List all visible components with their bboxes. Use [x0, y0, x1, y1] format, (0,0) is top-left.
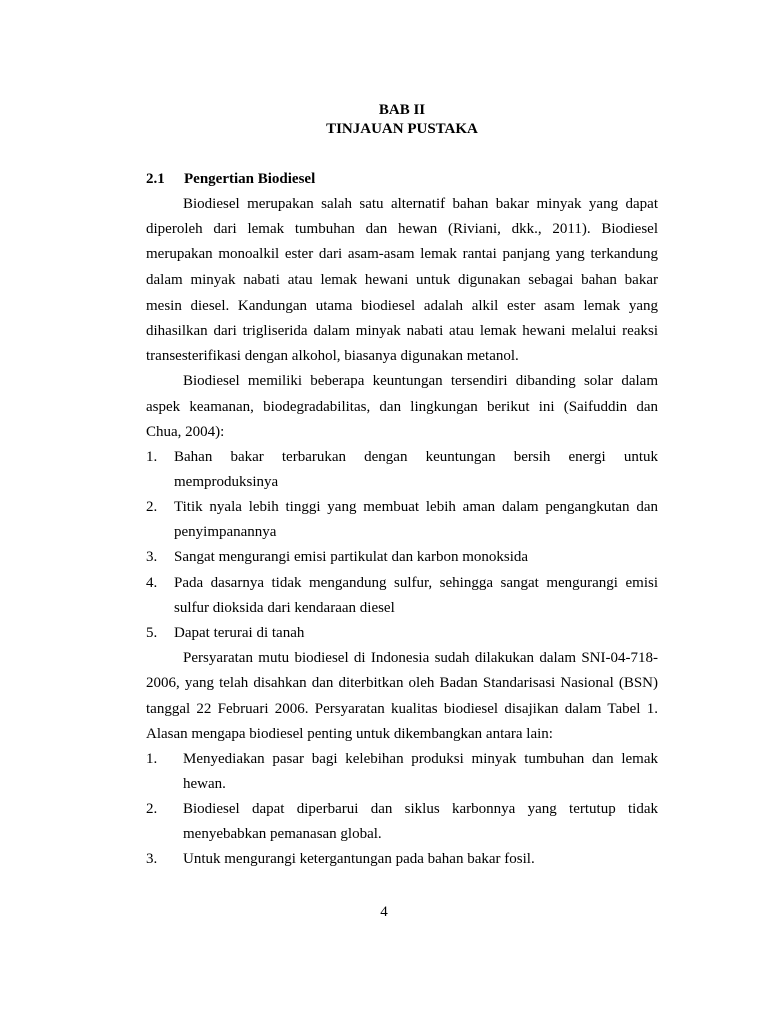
paragraph-line: diperoleh dari lemak tumbuhan dan hewan (Riviani, dkk., 2011). Biodiesel: [146, 221, 658, 237]
list-item-text: Bahan bakar terbarukan dengan keuntungan bersih energi untuk: [174, 449, 658, 465]
list-item-number: 2.: [146, 499, 158, 515]
list-item-number: 5.: [146, 625, 158, 641]
list-item-number: 3.: [146, 549, 158, 565]
paragraph-line: transesterifikasi dengan alkohol, biasanya digunakan metanol.: [146, 348, 519, 364]
list-item-text: sulfur dioksida dari kendaraan diesel: [174, 600, 395, 616]
list-item-text: Untuk mengurangi ketergantungan pada bahan bakar fosil.: [183, 851, 535, 867]
list-item-text: Biodiesel dapat diperbarui dan siklus karbonnya yang tertutup tidak: [183, 801, 658, 817]
list-item-number: 4.: [146, 575, 158, 591]
paragraph-line: tanggal 22 Februari 2006. Persyaratan kualitas biodiesel disajikan dalam Tabel 1.: [146, 701, 658, 717]
paragraph-line: Persyaratan mutu biodiesel di Indonesia sudah dilakukan dalam SNI-04-718-: [183, 650, 658, 666]
paragraph-line: Biodiesel memiliki beberapa keuntungan tersendiri dibanding solar dalam: [183, 373, 658, 389]
list-item-text: hewan.: [183, 776, 226, 792]
list-item-number: 3.: [146, 851, 158, 867]
chapter-number: BAB II: [378, 102, 426, 118]
section-number: 2.1: [146, 171, 165, 187]
list-item-number: 1.: [146, 449, 158, 465]
list-item-text: Menyediakan pasar bagi kelebihan produksi minyak tumbuhan dan lemak: [183, 751, 658, 767]
list-item-number: 2.: [146, 801, 158, 817]
list-item-text: Dapat terurai di tanah: [174, 625, 305, 641]
list-item-number: 1.: [146, 751, 158, 767]
paragraph-line: dihasilkan dari trigliserida dalam minyak nabati atau lemak hewani melalui reaksi: [146, 323, 658, 339]
paragraph-line: merupakan monoalkil ester dari asam-asam lemak rantai panjang yang terkandung: [146, 246, 658, 262]
chapter-title: TINJAUAN PUSTAKA: [326, 121, 478, 137]
list-item-text: Sangat mengurangi emisi partikulat dan karbon monoksida: [174, 549, 529, 565]
list-item-text: penyimpanannya: [174, 524, 277, 540]
section-heading: [146, 170, 658, 188]
paragraph-line: Chua, 2004):: [146, 424, 225, 440]
list-item-text: menyebabkan pemanasan global.: [183, 826, 382, 842]
paragraph-line: aspek keamanan, biodegradabilitas, dan lingkungan berikut ini (Saifuddin dan: [146, 399, 658, 415]
paragraph-line: 2006, yang telah disahkan dan diterbitkan oleh Badan Standarisasi Nasional (BSN): [146, 675, 658, 691]
paragraph-line: Biodiesel merupakan salah satu alternatif bahan bakar minyak yang dapat: [183, 196, 658, 212]
paragraph-line: mesin diesel. Kandungan utama biodiesel adalah alkil ester asam lemak yang: [146, 298, 658, 314]
paragraph-line: dalam minyak nabati atau lemak hewani untuk digunakan sebagai bahan bakar: [146, 272, 658, 288]
page-number: 4: [380, 904, 388, 920]
list-item-text: Pada dasarnya tidak mengandung sulfur, sehingga sangat mengurangi emisi: [174, 575, 658, 591]
section-title: Pengertian Biodiesel: [184, 171, 316, 187]
list-item-text: memproduksinya: [174, 474, 279, 490]
paragraph-line: Alasan mengapa biodiesel penting untuk dikembangkan antara lain:: [146, 726, 553, 742]
list-item-text: Titik nyala lebih tinggi yang membuat lebih aman dalam pengangkutan dan: [174, 499, 658, 515]
